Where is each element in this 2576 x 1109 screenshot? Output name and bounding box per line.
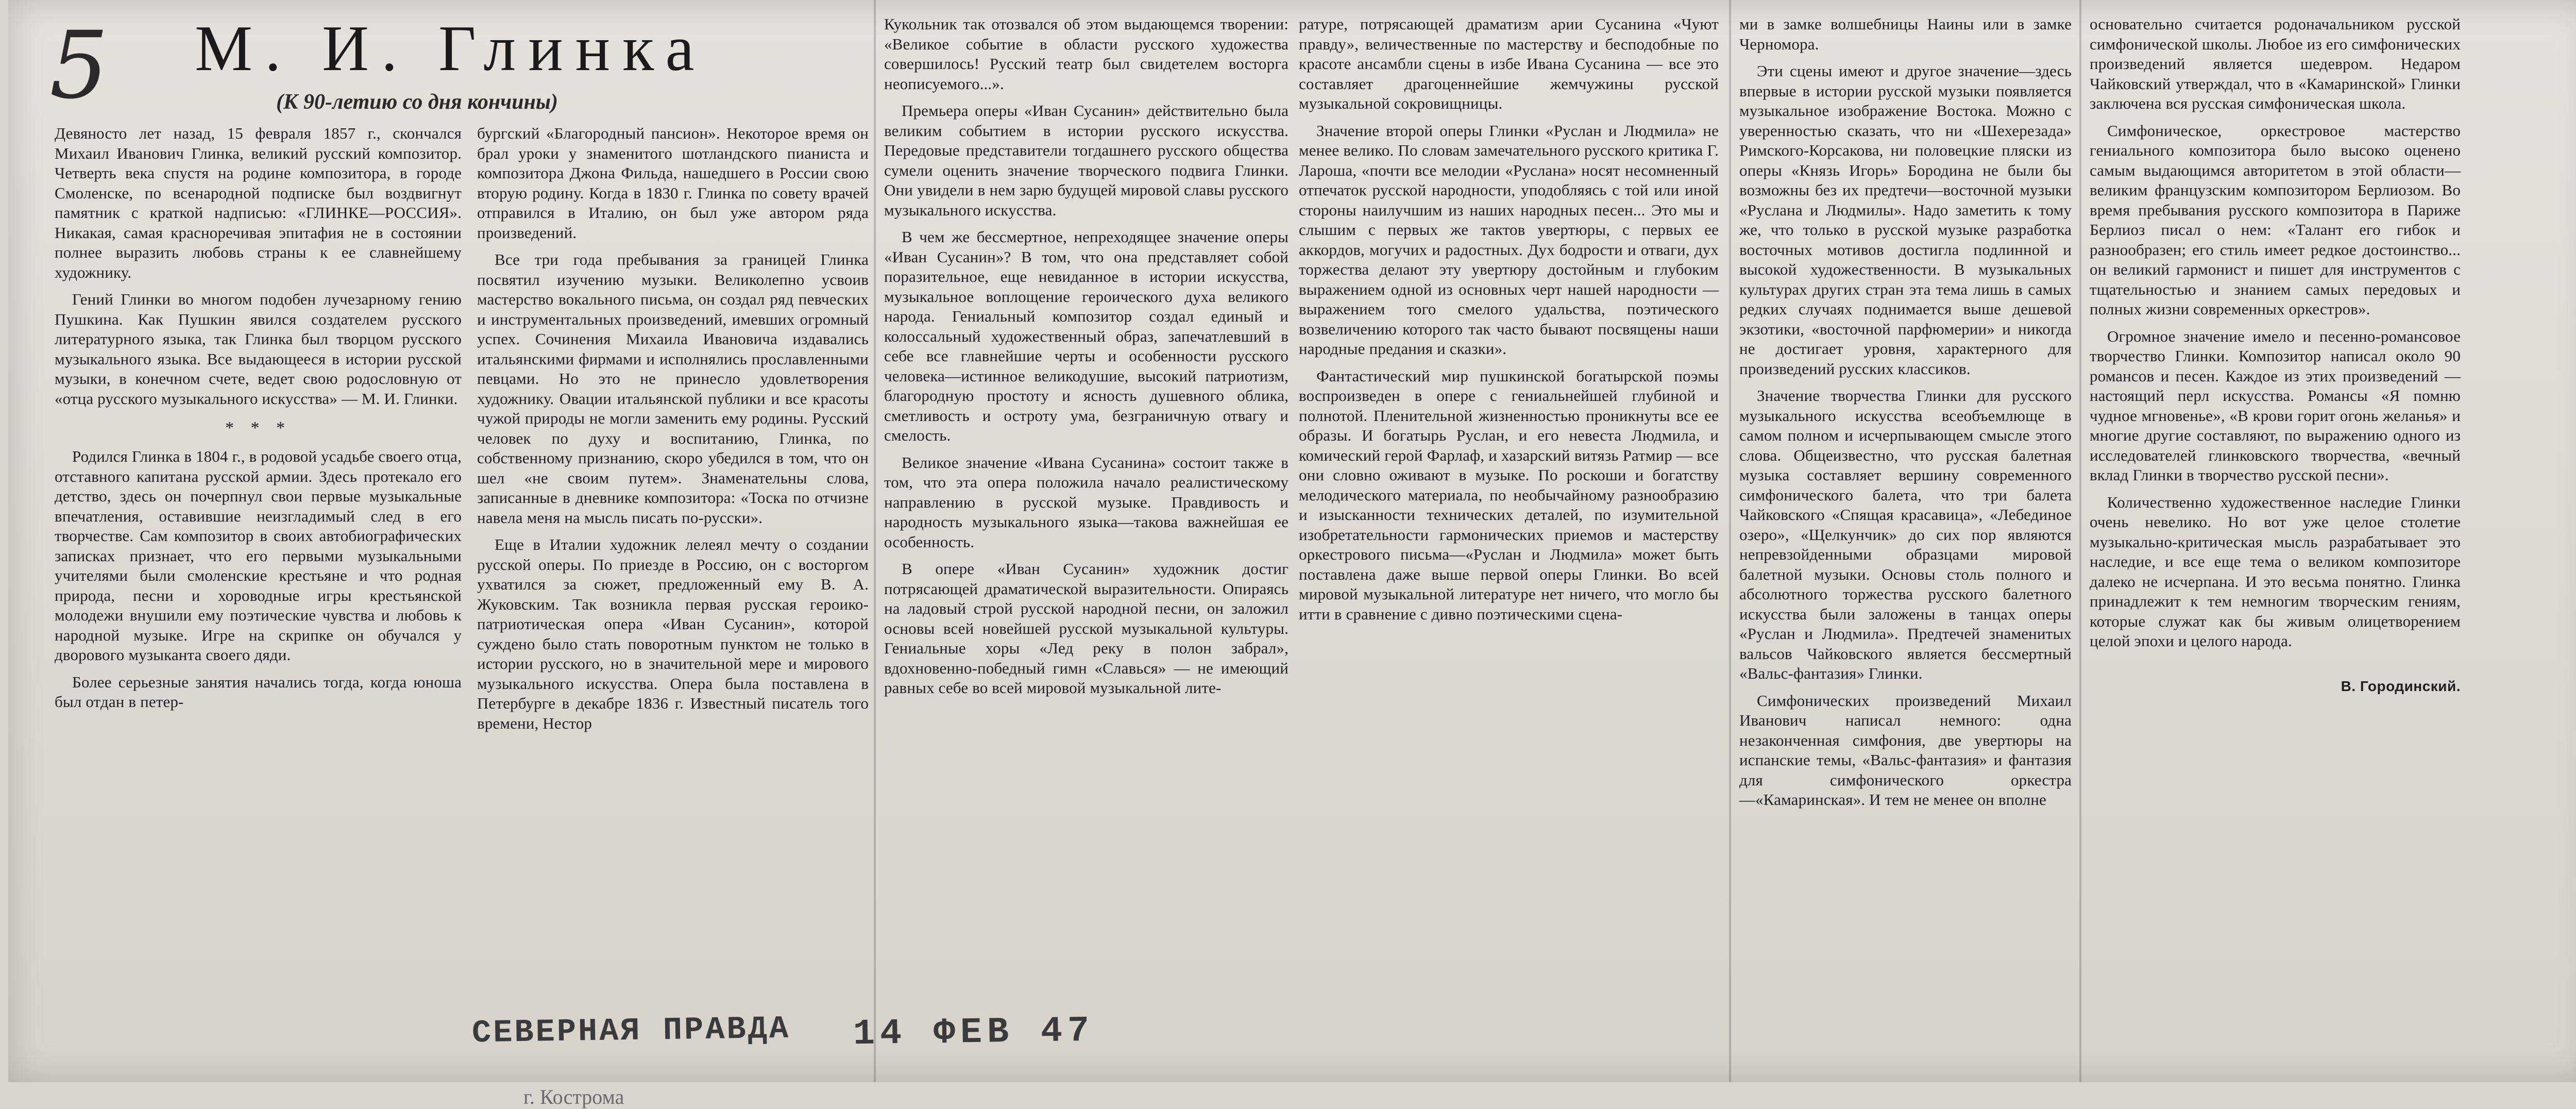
newspaper-stamp: СЕВЕРНАЯ ПРАВДА <box>471 1010 791 1052</box>
paragraph: основательно считается родоначальником русской симфонической школы. Любое из его симфонических произведений является шедевром. Недаром Чайковский утверждал, что в «Камаринской» Глинки заключена вся русская симфоническая школа. <box>2090 15 2461 112</box>
paragraph: Огромное значение имело и песенно-романсовое творчество Глинки. Композитор написал около 90 романсов и песен. Каждое из этих произведений — настоящий перл искусства. Романсы «Я помню чудное мгновенье», «В крови горит огонь желанья» и многие другие составляют, по выражению одного из исследователей глинковского творчества, «вечный вклад Глинки в творчество русской песни». <box>2090 327 2461 484</box>
column-3 <box>884 0 1289 1082</box>
paragraph: Более серьезные занятия начались тогда, когда юноша был отдан в петер- <box>55 673 462 711</box>
paragraph: В чем же бессмертное, непреходящее значение оперы «Иван Сусанин»? В том, что она представляет собой поразительное, еще невиданное в истории искусства, музыкальное воплощение героического духа великого народа. Гениальный композитор создал единый и колоссальный художественный образ, запечатлевший в себе все главнейшие черты и особенности русского человека—истинное великодушие, высокий патриотизм, благородную простоту и ясность душевного облика, сметливость и остроту ума, безграничную отвагу и смелость. <box>884 228 1289 444</box>
paragraph: Премьера оперы «Иван Сусанин» действительно была великим событием в истории русского искусства. Передовые представители тогдашнего русского общества сумели оценить значение творческого подвига Глинки. Они увидели в нем зарю будущей мировой славы русского музыкального искусства. <box>884 102 1289 219</box>
paragraph: Великое значение «Ивана Сусанина» состоит также в том, что эта опера положила начало реалистическому направлению в русской музыке. Правдивость и народность музыкального языка—такова важнейшая ее особенность. <box>884 453 1289 551</box>
section-separator: * * * <box>225 418 291 438</box>
column-fold-line <box>874 0 876 1082</box>
column-6 <box>2090 0 2461 1082</box>
column-4 <box>1299 0 1719 1082</box>
paragraph: Значение творчества Глинки для русского музыкального искусства всеобъемлюще в самом полном и исчерпывающем смысле этого слова. Общеизвестно, что русская балетная музыка составляет вершину современного симфонического балета, что три балета Чайковского «Спящая красавица», «Лебединое озеро», «Щелкунчик» до сих пор являются непревзойденными образцами мировой балетной музыки. Основы столь полного и абсолютного торжества русского балетного искусства были заложены в танцах оперы «Руслан и Людмила». Предтечей знаменитых вальсов Чайковского является бессмертный «Вальс-фантазия» Глинки. <box>1739 387 2072 682</box>
page-number: 5 <box>49 12 109 120</box>
column-4-text <box>1299 14 1719 631</box>
paragraph: Девяносто лет назад, 15 февраля 1857 г., скончался Михаил Иванович Глинка, великий русский композитор. Четверть века спустя на родине композитора, в городе Смоленске, по всенародной подписке был воздвигнут памятник с краткой надписью: «ГЛИНКЕ—РОССИЯ». Никакая, самая красноречивая эпитафия не в состоянии полнее выразить любовь страны к ее славнейшему художнику. <box>55 124 462 281</box>
paragraph: Симфоническое, оркестровое мастерство гениального композитора было высоко оценено самым выдающимся авторитетом в этой области—великим французским композитором Берлиозом. Во время пребывания русского композитора в Париже Берлиоз писал о нем: «Талант его гибок и разнообразен; его стиль имеет редкое достоинство... он великий гармонист и пишет для инструментов с тщательностью и знанием самых передовых и полных жизни современных оркестров». <box>2090 121 2461 318</box>
column-5-text <box>1739 14 2072 817</box>
column-1 <box>55 0 462 1082</box>
paragraph: В опере «Иван Сусанин» художник достиг потрясающей драматической выразительности. Опираясь на ладовый строй русской народной песни, он заложил основы всей новейшей русской музыкальной культуры. Гениальные хоры «Лед реку в полон забрал», вдохновенно-победный гимн «Славься» — не имеющий равных себе во всей мировой музыкальной лите- <box>884 560 1289 697</box>
column-2 <box>477 0 869 1082</box>
paragraph: Фантастический мир пушкинской богатырской поэмы воспроизведен в опере с гениальнейшей глубиной и полнотой. Пленительной жизненностью проникнуты все ее образы. И богатырь Руслан, и его невеста Людмила, и комический герой Фарлаф, и хазарский витязь Ратмир — все они словно оживают в музыке. По роскоши и богатству мелодического материала, по необычайному разнообразию и изысканности технических деталей, по изумительной изобретательности гармонических приемов и мастерству оркестрового письма—«Руслан и Людмила» может быть поставлена даже выше первой оперы Глинки. Во всей мировой музыкальной литературе нет ничего, что могло бы итти в сравнение с дивно поэтическими сцена- <box>1299 366 1719 623</box>
newspaper-clipping <box>8 0 2576 1108</box>
article-subtitle: (К 90-летию со дня кончины) <box>276 90 558 114</box>
column-fold-line <box>1729 0 1731 1082</box>
column-5 <box>1739 0 2072 1082</box>
date-stamp: 14 ФЕВ 47 <box>853 1011 1095 1055</box>
author-signature: В. Городинский. <box>2341 678 2461 694</box>
paragraph: Количественно художественное наследие Глинки очень невелико. Но вот уже целое столетие музыкально-критическая мысль разрабатывает это наследие, и все еще тема о великом композиторе далеко не исчерпана. И это весьма понятно. Глинка принадлежит к тем немногим творческим гениям, которые служат как бы живым олицетворением целой эпохи и целого народа. <box>2090 493 2461 650</box>
paragraph: Эти сцены имеют и другое значение—здесь впервые в истории русской музыки появляется музыкальное изображение Востока. Можно с уверенностью сказать, что ни «Шехерезада» Римского-Корсакова, ни половецкие пляски из оперы «Князь Игорь» Бородина не были бы возможны без их предтечи—восточной музыки «Руслана и Людмилы». Надо заметить к тому же, что только в русской музыке разработка восточных мотивов достигла подлинной и высокой художественности. В музыкальных культурах других стран эта тема лишь в самых редких случаях поднимается выше дешевой экзотики, «восточной парфюмерии» и никогда не достигает уровня, характерного для произведений русских классиков. <box>1739 62 2072 378</box>
paragraph: Значение второй оперы Глинки «Руслан и Людмила» не менее велико. По словам замечательного русского критика Г. Лароша, «почти все мелодии «Руслана» носят несомненный отпечаток русской народности, уподобляясь с той или иной стороны наилучшим из наших народных песен... Это мы и слышим с первых же тактов увертюры, с первых ее аккордов, могучих и радостных. Дух бодрости и отваги, дух торжества делают эту увертюру достойным и глубоким выражением одной из основных черт нашей народности — выражением того смелого удальства, поэтического возвеличению которого так часто бывают посвящены наши народные предания и сказки». <box>1299 121 1719 358</box>
paragraph: Все три года пребывания за границей Глинка посвятил изучению музыки. Великолепно усвоив мастерство вокального письма, он создал ряд певческих и инструментальных произведений, имевших огромный успех. Сочинения Михаила Ивановича издавались итальянскими фирмами и исполнялись прославленными певцами. Но это не принесло удовлетворения художнику. Овации итальянской публики и все красоты чужой природы не могли заменить ему родины. Русский человек по духу и воспитанию, Глинка, по собственному признанию, скоро убедился в том, что он шел «не своим путем». Знаменательны слова, записанные в дневнике композитора: «Тоска по отчизне навела меня на мысль писать по-русски». <box>477 250 869 527</box>
paragraph: бургский «Благородный пансион». Некоторое время он брал уроки у знаменитого шотландского пианиста и композитора Джона Фильда, нашедшего в России свою вторую родину. Когда в 1830 г. Глинка по совету врачей отправился в Италию, он был уже автором ряда произведений. <box>477 124 869 242</box>
paragraph: ми в замке волшебницы Наины или в замке Черномора. <box>1739 15 2072 53</box>
article-title: М. И. Глинка <box>195 13 707 85</box>
paragraph: Кукольник так отозвался об этом выдающемся творении: «Великое событие в области русского художества совершилось! Русский театр был свидетелем восторга неописуемого...». <box>884 15 1289 93</box>
paragraph: Симфонических произведений Михаил Иванович написал немного: одна незаконченная симфония, две увертюры на испанские темы, «Вальс-фантазия» и фантазия для симфонического оркестра—«Камаринская». И тем не менее он вполне <box>1739 691 2072 809</box>
column-1-text <box>55 124 462 719</box>
column-fold-line <box>2079 0 2081 1082</box>
column-2-text <box>477 124 869 741</box>
column-3-text <box>884 14 1289 705</box>
paragraph: ратуре, потрясающей драматизм арии Сусанина «Чуют правду», величественные по мастерству и бесподобные по красоте ансамбли сцены в избе Ивана Сусанина — все это составляет драгоценнейшие жемчужины русской музыкальной сокровищницы. <box>1299 15 1719 112</box>
cropped-bottom-text: г. Кострома <box>523 1085 624 1108</box>
paragraph: Гений Глинки во многом подобен лучезарному гению Пушкина. Как Пушкин явился создателем русского литературного языка, так Глинка был творцом русского музыкального языка. Все выдающееся в истории русской музыки, в конечном счете, ведет свою родословную от «отца русского музыкального искусства» — М. И. Глинки. <box>55 290 462 408</box>
column-6-text <box>2090 14 2461 697</box>
paragraph: Родился Глинка в 1804 г., в родовой усадьбе своего отца, отставного капитана русской армии. Здесь протекало его детство, здесь он почерпнул свои первые музыкальные впечатления, оставившие неизгладимый след в его творчестве. Сам композитор в своих автобиографических записках признает, что его первыми музыкальными учителями были смоленские крестьяне и что родная природа, песни и хороводные игры крестьянской молодежи внушили ему поэтические чувства и любовь к народной музыке. Игре на скрипке он обучался у дворового музыканта своего дяди. <box>55 447 462 664</box>
paragraph: Еще в Италии художник лелеял мечту о создании русской оперы. По приезде в Россию, он с восторгом ухватился за сюжет, предложенный ему В. А. Жуковским. Так возникла первая русская героико-патриотическая опера «Иван Сусанин», которой суждено было стать поворотным пунктом не только в истории русского, но в значительной мере и мирового музыкального искусства. Опера была поставлена в Петербурге в декабре 1836 г. Известный писатель того времени, Нестор <box>477 535 869 732</box>
